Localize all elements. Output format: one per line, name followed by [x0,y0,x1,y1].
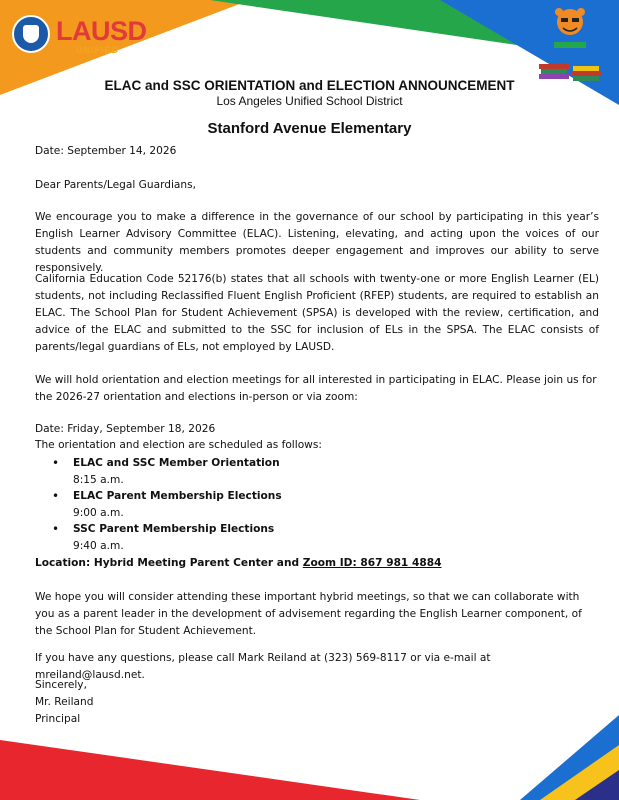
school-name: Stanford Avenue Elementary [207,120,412,137]
tiger-mascot-icon [537,6,603,82]
event-date: Date: Friday, September 18, 2026 [35,423,216,435]
signature-block [35,677,599,728]
list-item [35,489,595,522]
lausd-logo [6,10,147,56]
schedule-item-name: ELAC and SSC Member Orientation [73,457,280,469]
zoom-id-link[interactable]: Zoom ID: 867 981 4884 [302,557,442,569]
paragraph-meetings: We will hold orientation and election meetings for all interested in participating in ELAC. Please join us for the 2026-27 orientation and elections in-person or via zoom: [35,374,597,403]
list-item [35,456,595,489]
bullet-icon: • [52,456,60,470]
paragraph-hope: We hope you will consider attending these important hybrid meetings, so that we can collaborate with you as a parent leader in the development of advisement regarding the English Learner component, of the School Plan for Student Achievement. [35,591,582,637]
schedule-list [35,456,595,555]
closing: Sincerely, [35,679,87,691]
logo-text: LAUSD [56,16,147,46]
schedule-item-time: 9:00 a.m. [73,507,124,519]
lausd-seal-icon [12,15,50,53]
meeting-location [35,555,599,572]
signer-title: Principal [35,713,81,725]
schedule-intro: The orientation and election are scheduled as follows: [35,439,322,451]
schedule-item-time: 8:15 a.m. [73,474,124,486]
greeting: Dear Parents/Legal Guardians, [35,179,196,191]
paragraph-education-code: California Education Code 52176(b) states that all schools with twenty-one or more English Learner (EL) students, not including Reclassified Fluent English Proficient (RFEP) students, are required to establish an ELAC. The School Plan for Student Achievement (SPSA) is developed with the review, certification, and advice of the ELAC and submitted to the SSC for inclusion of ELs in the SPSA. The ELAC consists of parents/legal guardians of ELs, not employed by LAUSD. [35,273,599,353]
schedule-item-time: 9:40 a.m. [73,540,124,552]
signer-name: Mr. Reiland [35,696,94,708]
announcement-title: ELAC and SSC ORIENTATION and ELECTION ANNOUNCEMENT [104,78,515,93]
letter-date: Date: September 14, 2026 [35,145,177,157]
schedule-item-name: SSC Parent Membership Elections [73,523,275,535]
list-item [35,522,595,555]
paragraph-intro: We encourage you to make a difference in the governance of our school by participating in this year’s English Learner Advisory Committee (ELAC). Listening, elevating, and acting upon the voices of our students and community members promotes deeper engagement and improves our ability to serve responsively. [35,211,599,274]
logo-subtext: UNIFIED [76,45,119,55]
district-name: Los Angeles Unified School District [216,94,403,108]
location-label: Location: Hybrid Meeting Parent Center and [35,557,303,569]
bullet-icon: • [52,489,60,503]
bullet-icon: • [52,522,60,536]
paragraph-contact: If you have any questions, please call Mark Reiland at (323) 569-8117 or via e-mail at mreiland@lausd.net. [35,652,491,681]
schedule-item-name: ELAC Parent Membership Elections [73,490,282,502]
bottom-left-red-shape [0,740,420,800]
